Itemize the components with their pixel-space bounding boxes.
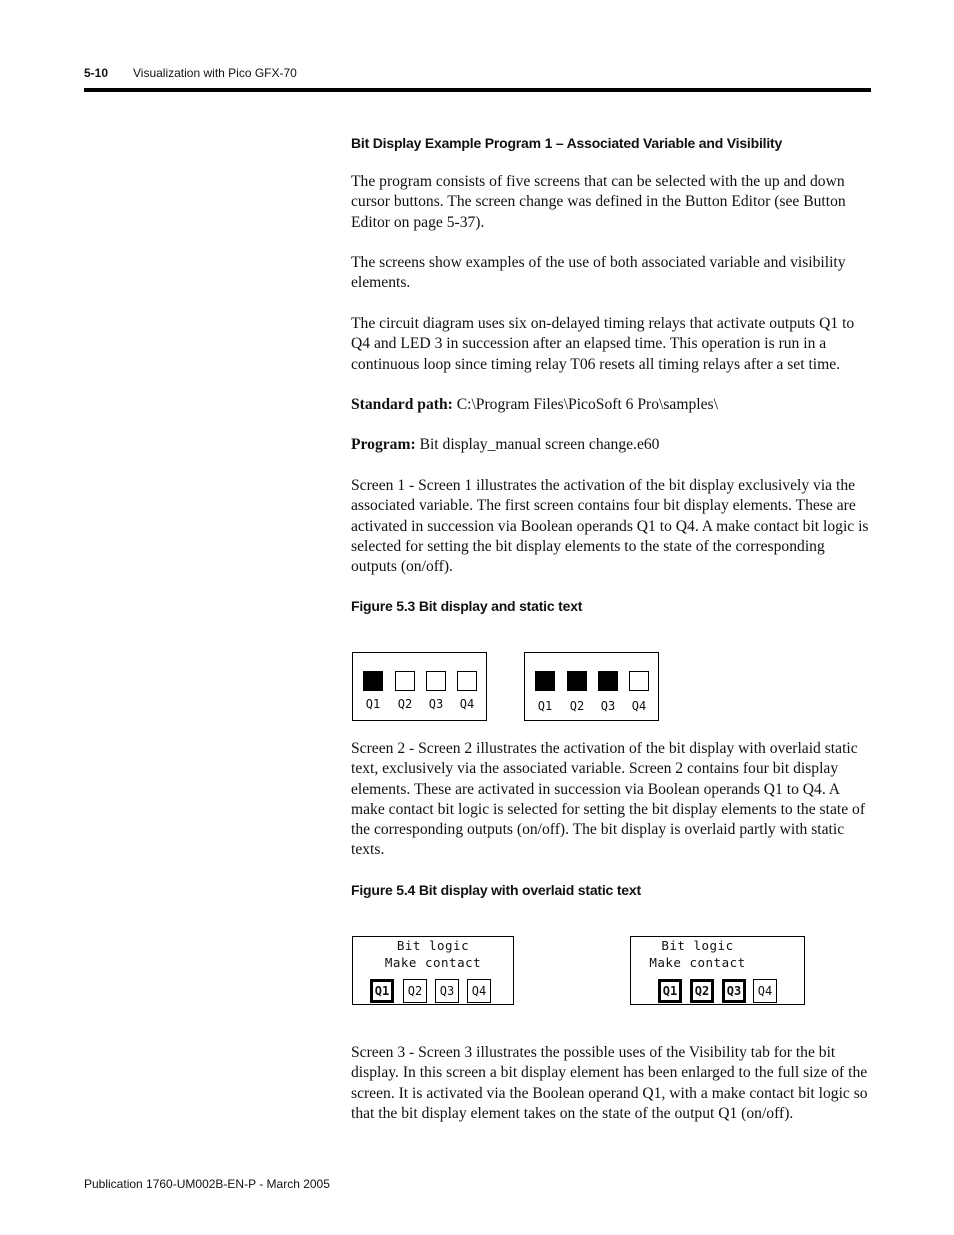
section-heading: Bit Display Example Program 1 – Associated Variable and Visibility — [351, 135, 783, 151]
overlay-label-q2: Q2 — [694, 984, 710, 998]
bit-element-q3 — [598, 671, 618, 691]
overlay-bit-q2 — [690, 979, 714, 1003]
bit-label-q2: Q2 — [397, 697, 413, 711]
paragraph-screen1: Screen 1 - Screen 1 illustrates the activation of the bit display exclusively via the associated variable. The first screen contains four bit display elements. These are activated in succession via Boolean operands Q1 to Q4. A make contact bit logic is selected for setting the bit display elements to the state of the corresponding outputs (on/off). — [351, 477, 869, 576]
bit-element-q2 — [567, 671, 587, 691]
program-name — [351, 435, 873, 455]
overlay-label-q1: Q1 — [374, 984, 390, 998]
publication-footer: Publication 1760-UM002B-EN-P - March 2005 — [84, 1177, 330, 1191]
static-text-bit-logic: Bit logic — [396, 938, 470, 953]
overlay-bit-q1 — [658, 979, 682, 1003]
paragraph-intro: The program consists of five screens that can be selected with the up and down cursor buttons. The screen change was defined in the Button Editor (see Button Editor on page 5-37). — [351, 173, 846, 231]
overlay-label-q1: Q1 — [662, 984, 678, 998]
header-rule — [84, 88, 871, 92]
bit-label-q1: Q1 — [537, 699, 553, 713]
bit-element-q3 — [426, 671, 446, 691]
program-label: Program: — [351, 436, 416, 453]
static-text-bit-logic: Bit logic — [661, 938, 734, 953]
bit-display-panel-left — [352, 652, 487, 721]
static-text-make-contact: Make contact — [649, 955, 746, 970]
page-number: 5-10 — [84, 66, 109, 80]
bit-label-q3: Q3 — [428, 697, 444, 711]
paragraph-circuit: The circuit diagram uses six on-delayed timing relays that activate outputs Q1 to Q4 and LED 3 in succession after an elapsed time. This operation is run in a continuous loop since timing relay T06 resets all timing relays after a set time. — [351, 315, 855, 373]
bit-label-q3: Q3 — [600, 699, 616, 713]
bit-element-q4 — [457, 671, 477, 691]
chapter-title: Visualization with Pico GFX-70 — [133, 66, 297, 80]
bit-display-panel-right — [524, 652, 659, 721]
figure-5-3-caption: Figure 5.3 Bit display and static text — [351, 598, 583, 614]
standard-path — [351, 395, 873, 415]
bit-element-q1 — [535, 671, 555, 691]
paragraph-screen2: Screen 2 - Screen 2 illustrates the activation of the bit display with overlaid static text, exclusively via the associated variable. Screen 2 contains four bit display elements. These are activated in succession via Boolean operands Q1 to Q4. A make contact bit logic is selected for setting the bit display elements to the state of the corresponding outputs (on/off). The bit display is overlaid partly with static texts. — [351, 740, 866, 859]
overlay-panel-left — [352, 936, 514, 1005]
overlay-bit-q3 — [722, 979, 746, 1003]
bit-element-q4 — [629, 671, 649, 691]
overlay-label-q3: Q3 — [439, 984, 455, 998]
static-text-make-contact: Make contact — [384, 955, 482, 970]
overlay-bit-q4 — [467, 979, 491, 1003]
overlay-label-q4: Q4 — [471, 984, 487, 998]
paragraph-screens: The screens show examples of the use of both associated variable and visibility elements. — [351, 254, 846, 292]
figure-5-4-caption: Figure 5.4 Bit display with overlaid static text — [351, 882, 641, 898]
paragraph-screen3: Screen 3 - Screen 3 illustrates the possible uses of the Visibility tab for the bit display. In this screen a bit display element has been enlarged to the full size of the screen. It is activated via the Boolean operand Q1, with a make contact bit logic so that the bit display element takes on the state of the output Q1 (on/off). — [351, 1044, 868, 1122]
standard-path-value: C:\Program Files\PicoSoft 6 Pro\samples\ — [452, 396, 718, 413]
bit-label-q4: Q4 — [459, 697, 475, 711]
bit-element-q2 — [395, 671, 415, 691]
overlay-bit-q1 — [370, 979, 394, 1003]
bit-label-q2: Q2 — [569, 699, 585, 713]
overlay-label-q3: Q3 — [726, 984, 742, 998]
overlay-panel-right — [630, 936, 805, 1005]
program-value: Bit display_manual screen change.e60 — [415, 436, 660, 453]
overlay-bit-q4 — [753, 979, 777, 1003]
bit-label-q4: Q4 — [631, 699, 647, 713]
overlay-label-q2: Q2 — [407, 984, 423, 998]
standard-path-label: Standard path: — [351, 396, 453, 413]
bit-element-q1 — [363, 671, 383, 691]
overlay-label-q4: Q4 — [757, 984, 773, 998]
overlay-bit-q2 — [403, 979, 427, 1003]
overlay-bit-q3 — [435, 979, 459, 1003]
bit-label-q1: Q1 — [365, 697, 381, 711]
